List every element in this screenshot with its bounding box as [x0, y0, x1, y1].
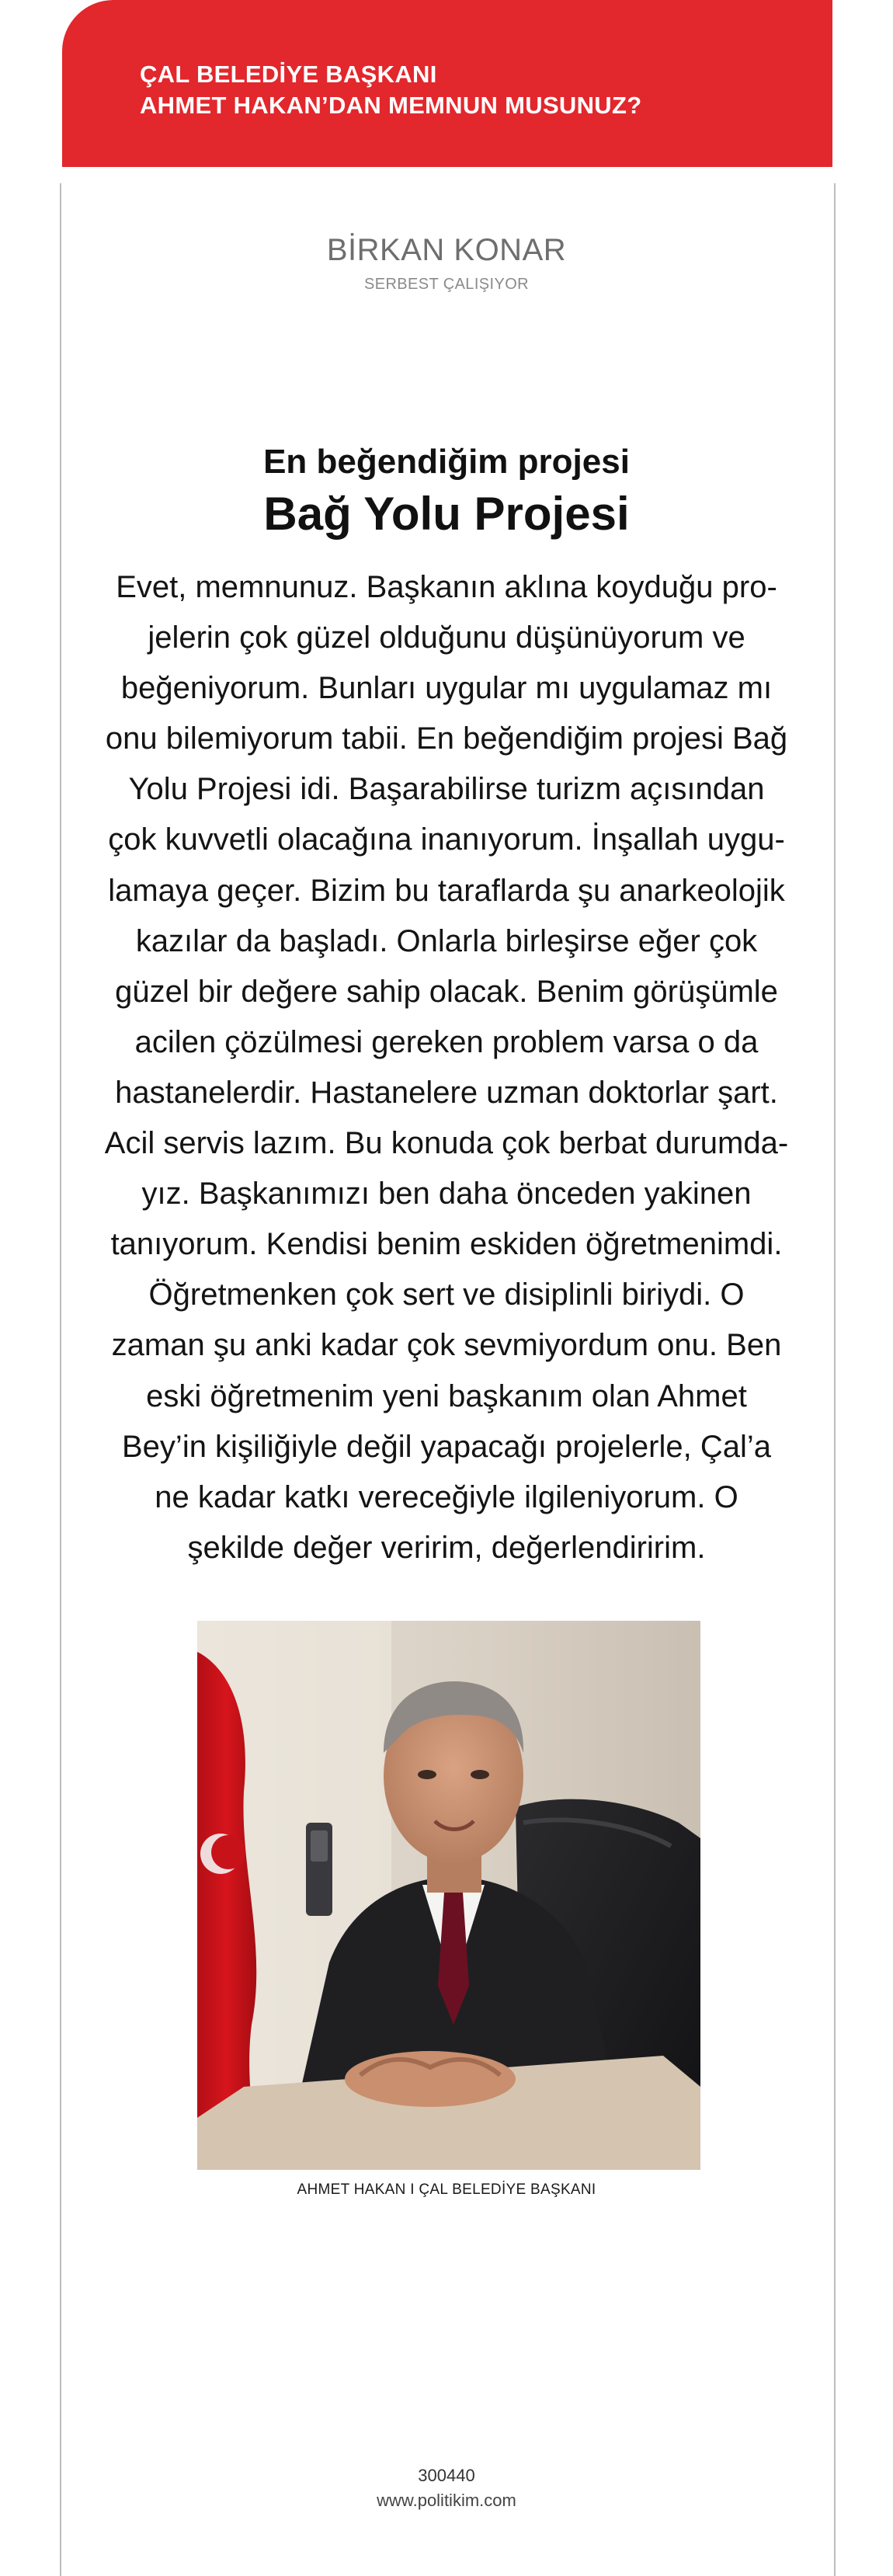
body-line: beğeniyorum. Bunları uygular mı uygulamaz mı: [120, 671, 773, 706]
body-line: ne kadar katkı vereceğiyle ilgileniyorum. O: [155, 1479, 738, 1514]
author-name: BİRKAN KONAR: [326, 233, 567, 267]
headline-kicker: En beğendiğim projesi: [263, 443, 630, 481]
body-line: jelerin çok güzel olduğunu düşünüyorum ve: [148, 621, 745, 655]
author-occupation: SERBEST ÇALIŞIYOR: [363, 276, 530, 293]
banner-title-line-2: AHMET HAKAN’DAN MEMNUN MUSUNUZ?: [140, 92, 642, 119]
body-line: onu bilemiyorum tabii. En beğendiğim projesi Bağ: [105, 721, 788, 756]
body-line: Bey’in kişiliğiyle değil yapacağı projelerle, Çal’a: [122, 1429, 771, 1464]
body-line: Öğretmenken çok sert ve disiplinli biriydi. O: [148, 1278, 745, 1312]
frame-border-right: [834, 183, 836, 2576]
footer-website-link[interactable]: www.politikim.com: [377, 2491, 516, 2510]
body-line: çok kuvvetli olacağına inanıyorum. İnşallah uygu-: [108, 822, 785, 857]
header-banner: [62, 0, 832, 167]
body-line: güzel bir değere sahip olacak. Benim görüşümle: [115, 974, 778, 1009]
body-line: lamaya geçer. Bizim bu taraflarda şu anarkeolojik: [108, 873, 785, 908]
body-line: zaman şu anki kadar çok sevmiyordum onu. Ben: [111, 1328, 782, 1363]
portrait-photo: [197, 1621, 700, 2170]
body-line: yız. Başkanımızı ben daha önceden yakinen: [141, 1177, 752, 1212]
body-line: acilen çözülmesi gereken problem varsa o da: [134, 1024, 759, 1059]
body-line: şekilde değer veririm, değerlendiririm.: [187, 1530, 706, 1565]
body-line: kazılar da başladı. Onlarla birleşirse eğer çok: [135, 923, 758, 958]
headline-title: Bağ Yolu Projesi: [263, 488, 630, 540]
body-line: Yolu Projesi idi. Başarabilirse turizm açısından: [128, 772, 765, 807]
photo-caption: AHMET HAKAN I ÇAL BELEDİYE BAŞKANI: [297, 2181, 596, 2198]
banner-title-line-1: ÇAL BELEDİYE BAŞKANI: [140, 61, 437, 88]
body-line: hastanelerdir. Hastanelere uzman doktorlar şart.: [115, 1075, 778, 1110]
portrait-illustration: [197, 1621, 700, 2170]
body-line: Acil servis lazım. Bu konuda çok berbat durumda-: [104, 1126, 789, 1161]
article-body: [93, 562, 800, 1573]
body-line: Evet, memnunuz. Başkanın aklına koyduğu pro-: [116, 570, 777, 604]
footer-code: 300440: [418, 2466, 475, 2485]
body-line: eski öğretmenim yeni başkanım olan Ahmet: [146, 1378, 747, 1413]
clasped-hands: [345, 2051, 516, 2107]
frame-border-left: [60, 183, 61, 2576]
body-line: tanıyorum. Kendisi benim eskiden öğretmenimdi.: [110, 1227, 783, 1262]
